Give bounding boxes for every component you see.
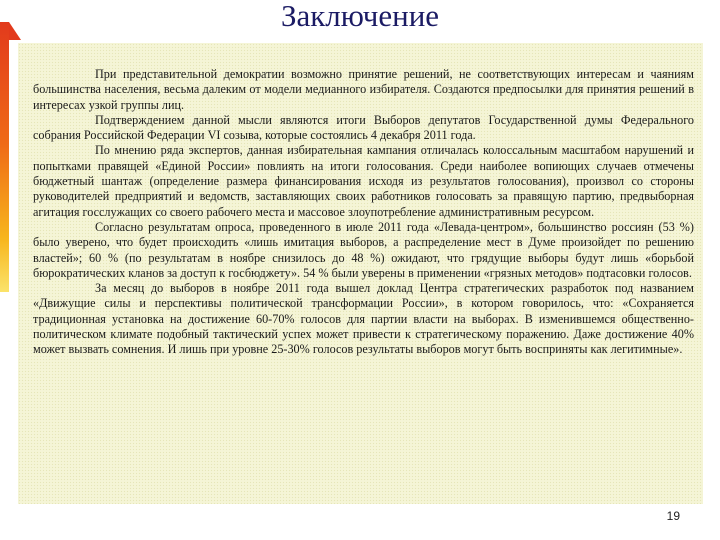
slide-title: Заключение [280,0,440,33]
paragraph: По мнению ряда экспертов, данная избирательная кампания отличалась колоссальным масштабом нарушений и попытками правящей «Единой России» повлиять на итоги голосования. Среди наиболее вопиющих случаев отмечены бюджетный шантаж (определение размера финансирования исходя из результатов голосования), произвол со стороны руководителей предприятий и ведомств, заставляющих своих работников голосовать за правящую партию, предвыборная агитация госслужащих со своего рабочего места и массовое злоупотребление административным ресурсом. [33,143,694,219]
page-number: 19 [666,509,680,523]
paragraph: Согласно результатам опроса, проведенного в июле 2011 года «Левада-центром», большинство россиян (53 %) было уверено, что будет происходить «лишь имитация выборов, а распределение мест в Думе произойдет по решению властей»; 60 % (по результатам в ноябре снизилось до 48 %) ожидают, что грядущие выборы будут лишь «борьбой бюрократических кланов за доступ к госбюджету». 54 % были уверены в применении «грязных методов» подтасовки голосов. [33,219,694,280]
paragraph: За месяц до выборов в ноябре 2011 года вышел доклад Центра стратегических разработок под названием «Движущие силы и перспективы политической трансформации России», в котором говорилось, что: «Сохраняется традиционная установка на достижение 60-70% голосов для партии власти на выборах. В изменившемся общественно-политическом климате подобный тактический успех может привести к стратегическому поражению. Даже достижение 40% может вызвать сомнения. И лишь при уровне 25-30% голосов результаты выборов могут быть восприняты как легитимные». [33,281,694,357]
paragraph: Подтверждением данной мысли являются итоги Выборов депутатов Государственной думы Федерального собрания Российской Федерации VI созыва, которые состоялись 4 декабря 2011 года. [33,112,694,143]
slide-body [33,67,694,358]
paragraph: При представительной демократии возможно принятие решений, не соответствующих интересам и чаяниям большинства населения, весьма далеким от модели медианного избирателя. Создаются предпосылки для принятия решений в интересах узкой группы лиц. [33,67,694,112]
accent-bar [0,22,9,292]
